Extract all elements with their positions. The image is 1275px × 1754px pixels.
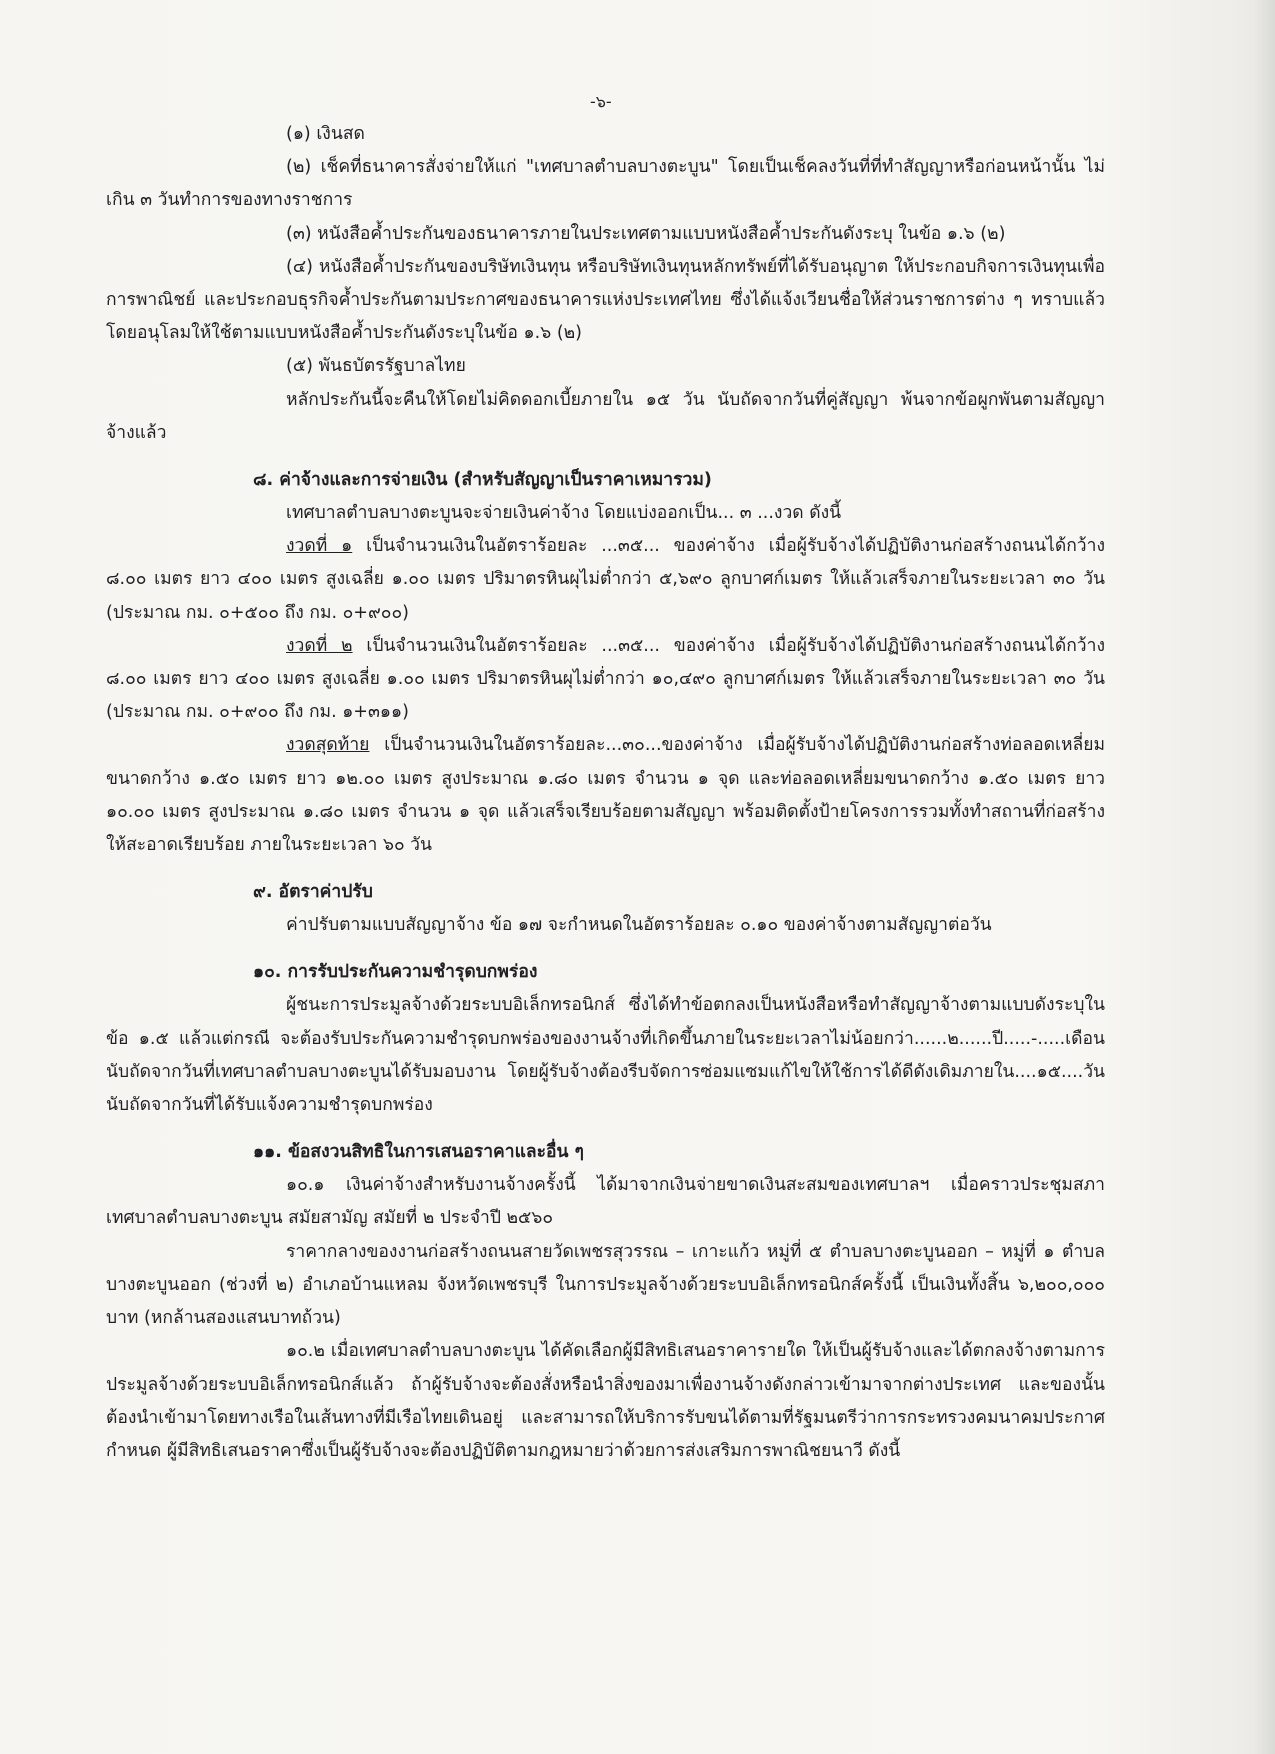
payment-installment-2 — [106, 630, 1105, 730]
installment-final-label: งวดสุดท้าย — [286, 735, 370, 756]
section-8-intro: เทศบาลตำบลบางตะบูนจะจ่ายเงินค่าจ้าง โดยแบ่งออกเป็น... ๓ ...งวด ดังนี้ — [286, 503, 842, 524]
section-8-heading: ๘. ค่าจ้างและการจ่ายเงิน (สำหรับสัญญาเป็นราคาเหมารวม) — [253, 470, 712, 491]
guarantee-item-1: (๑) เงินสด — [286, 124, 365, 144]
section-9-text: ค่าปรับตามแบบสัญญาจ้าง ข้อ ๑๗ จะกำหนดในอัตราร้อยละ ๐.๑๐ ของค่าจ้างตามสัญญาต่อวัน — [286, 915, 992, 936]
payment-installment-final — [106, 729, 1105, 862]
installment-1-text: เป็นจำนวนเงินในอัตราร้อยละ ...๓๕... ของค่าจ้าง เมื่อผู้รับจ้างได้ปฏิบัติงานก่อสร้างถนนได้กว้าง ๘.๐๐ เมตร ยาว ๔๐๐ เมตร สูงเฉลี่ย ๑.๐๐ เมตร ปริมาตรหินผุไม่ต่ำกว่า ๕,๖๙๐ ลูกบาศก์เมตร ให้แล้วเสร็จภายในระยะเวลา ๓๐ วัน (ประมาณ กม. ๐+๕๐๐ ถึง กม. ๐+๙๐๐) — [106, 536, 1105, 623]
installment-1-label: งวดที่ ๑ — [286, 536, 353, 557]
guarantee-item-2: (๒) เช็คที่ธนาคารสั่งจ่ายให้แก่ "เทศบาลตำบลบางตะบูน" โดยเป็นเช็คลงวันที่ที่ทำสัญญาหรือก่อนหน้านั้น ไม่เกิน ๓ วันทำการของทางราชการ — [106, 157, 1105, 211]
page-number: -๖- — [590, 92, 612, 111]
section-11-paragraph-2: ราคากลางของงานก่อสร้างถนนสายวัดเพชรสุวรรณ – เกาะแก้ว หมู่ที่ ๕ ตำบลบางตะบูนออก – หมู่ที่ ๑ ตำบลบางตะบูนออก (ช่วงที่ ๒) อำเภอบ้านแหลม จังหวัดเพชรบุรี ในการประมูลจ้างด้วยระบบอิเล็กทรอนิกส์ครั้งนี้ เป็นเงินทั้งสิ้น ๖,๒๐๐,๐๐๐ บาท (หกล้านสองแสนบาทถ้วน) — [106, 1241, 1105, 1329]
guarantee-return-note: หลักประกันนี้จะคืนให้โดยไม่คิดดอกเบี้ยภายใน ๑๕ วัน นับถัดจากวันที่คู่สัญญา พ้นจากข้อผูกพันตามสัญญาจ้างแล้ว — [106, 389, 1105, 443]
section-10-heading: ๑๐. การรับประกันความชำรุดบกพร่อง — [253, 962, 538, 983]
section-9-heading: ๙. อัตราค่าปรับ — [253, 882, 373, 903]
section-10-text: ผู้ชนะการประมูลจ้างด้วยระบบอิเล็กทรอนิกส์ ซึ่งได้ทำข้อตกลงเป็นหนังสือหรือทำสัญญาจ้างตามแบบดังระบุในข้อ ๑.๕ แล้วแต่กรณี จะต้องรับประกันความชำรุดบกพร่องของงานจ้างที่เกิดขึ้นภายในระยะเวลาไม่น้อยกว่า......๒......ปี.....-.....เดือน นับถัดจากวันที่เทศบาลตำบลบางตะบูนได้รับมอบงาน โดยผู้รับจ้างต้องรีบจัดการซ่อมแซมแก้ไขให้ใช้การได้ดีดังเดิมภายใน....๑๕....วัน นับถัดจากวันที่ได้รับแจ้งความชำรุดบกพร่อง — [106, 995, 1105, 1116]
scan-edge-shadow — [1253, 0, 1275, 1754]
guarantee-item-3: (๓) หนังสือค้ำประกันของธนาคารภายในประเทศตามแบบหนังสือค้ำประกันดังระบุ ในข้อ ๑.๖ (๒) — [286, 223, 1006, 244]
section-11-paragraph-1: ๑๐.๑ เงินค่าจ้างสำหรับงานจ้างครั้งนี้ ได้มาจากเงินจ่ายขาดเงินสะสมของเทศบาลฯ เมื่อคราวประชุมสภาเทศบาลตำบลบางตะบูน สมัยสามัญ สมัยที่ ๒ ประจำปี ๒๕๖๐ — [106, 1175, 1105, 1229]
section-11-heading: ๑๑. ข้อสงวนสิทธิในการเสนอราคาและอื่น ๆ — [253, 1142, 584, 1163]
section-11-paragraph-3: ๑๐.๒ เมื่อเทศบาลตำบลบางตะบูน ได้คัดเลือกผู้มีสิทธิเสนอราคารายใด ให้เป็นผู้รับจ้างและได้ตกลงจ้างตามการประมูลจ้างด้วยระบบอิเล็กทรอนิกส์แล้ว ถ้าผู้รับจ้างจะต้องสั่งหรือนำสิ่งของมาเพื่องานจ้างดังกล่าวเข้ามาจากต่างประเทศ และของนั้นต้องนำเข้ามาโดยทางเรือในเส้นทางที่มีเรือไทยเดินอยู่ และสามารถให้บริการรับขนได้ตามที่รัฐมนตรีว่าการกระทรวงคมนาคมประกาศกำหนด ผู้มีสิทธิเสนอราคาซึ่งเป็นผู้รับจ้างจะต้องปฏิบัติตามกฎหมายว่าด้วยการส่งเสริมการพาณิชยนาวี ดังนี้ — [106, 1341, 1105, 1461]
installment-final-text: เป็นจำนวนเงินในอัตราร้อยละ...๓๐...ของค่าจ้าง เมื่อผู้รับจ้างได้ปฏิบัติงานก่อสร้างท่อลอดเหลี่ยม ขนาดกว้าง ๑.๕๐ เมตร ยาว ๑๒.๐๐ เมตร สูงประมาณ ๑.๘๐ เมตร จำนวน ๑ จุด และท่อลอดเหลี่ยมขนาดกว้าง ๑.๕๐ เมตร ยาว ๑๐.๐๐ เมตร สูงประมาณ ๑.๘๐ เมตร จำนวน ๑ จุด แล้วเสร็จเรียบร้อยตามสัญญา พร้อมติดตั้งป้ายโครงการรวมทั้งทำสถานที่ก่อสร้างให้สะอาดเรียบร้อย ภายในระยะเวลา ๖๐ วัน — [106, 735, 1105, 856]
guarantee-item-4: (๔) หนังสือค้ำประกันของบริษัทเงินทุน หรือบริษัทเงินทุนหลักทรัพย์ที่ได้รับอนุญาต ให้ประกอบกิจการเงินทุนเพื่อการพาณิชย์ และประกอบธุรกิจค้ำประกันตามประกาศของธนาคารแห่งประเทศไทย ซึ่งได้แจ้งเวียนชื่อให้ส่วนราชการต่าง ๆ ทราบแล้ว โดยอนุโลมให้ใช้ตามแบบหนังสือค้ำประกันดังระบุในข้อ ๑.๖ (๒) — [106, 256, 1105, 344]
installment-2-label: งวดที่ ๒ — [286, 635, 353, 656]
guarantee-item-5: (๕) พันธบัตรรัฐบาลไทย — [286, 356, 466, 377]
payment-installment-1 — [106, 530, 1105, 630]
installment-2-text: เป็นจำนวนเงินในอัตราร้อยละ ...๓๕... ของค่าจ้าง เมื่อผู้รับจ้างได้ปฏิบัติงานก่อสร้างถนนได้กว้าง ๘.๐๐ เมตร ยาว ๔๐๐ เมตร สูงเฉลี่ย ๑.๐๐ เมตร ปริมาตรหินผุไม่ต่ำกว่า ๑๐,๔๙๐ ลูกบาศก์เมตร ให้แล้วเสร็จภายในระยะเวลา ๓๐ วัน (ประมาณ กม. ๐+๙๐๐ ถึง กม. ๑+๓๑๑) — [106, 635, 1105, 723]
